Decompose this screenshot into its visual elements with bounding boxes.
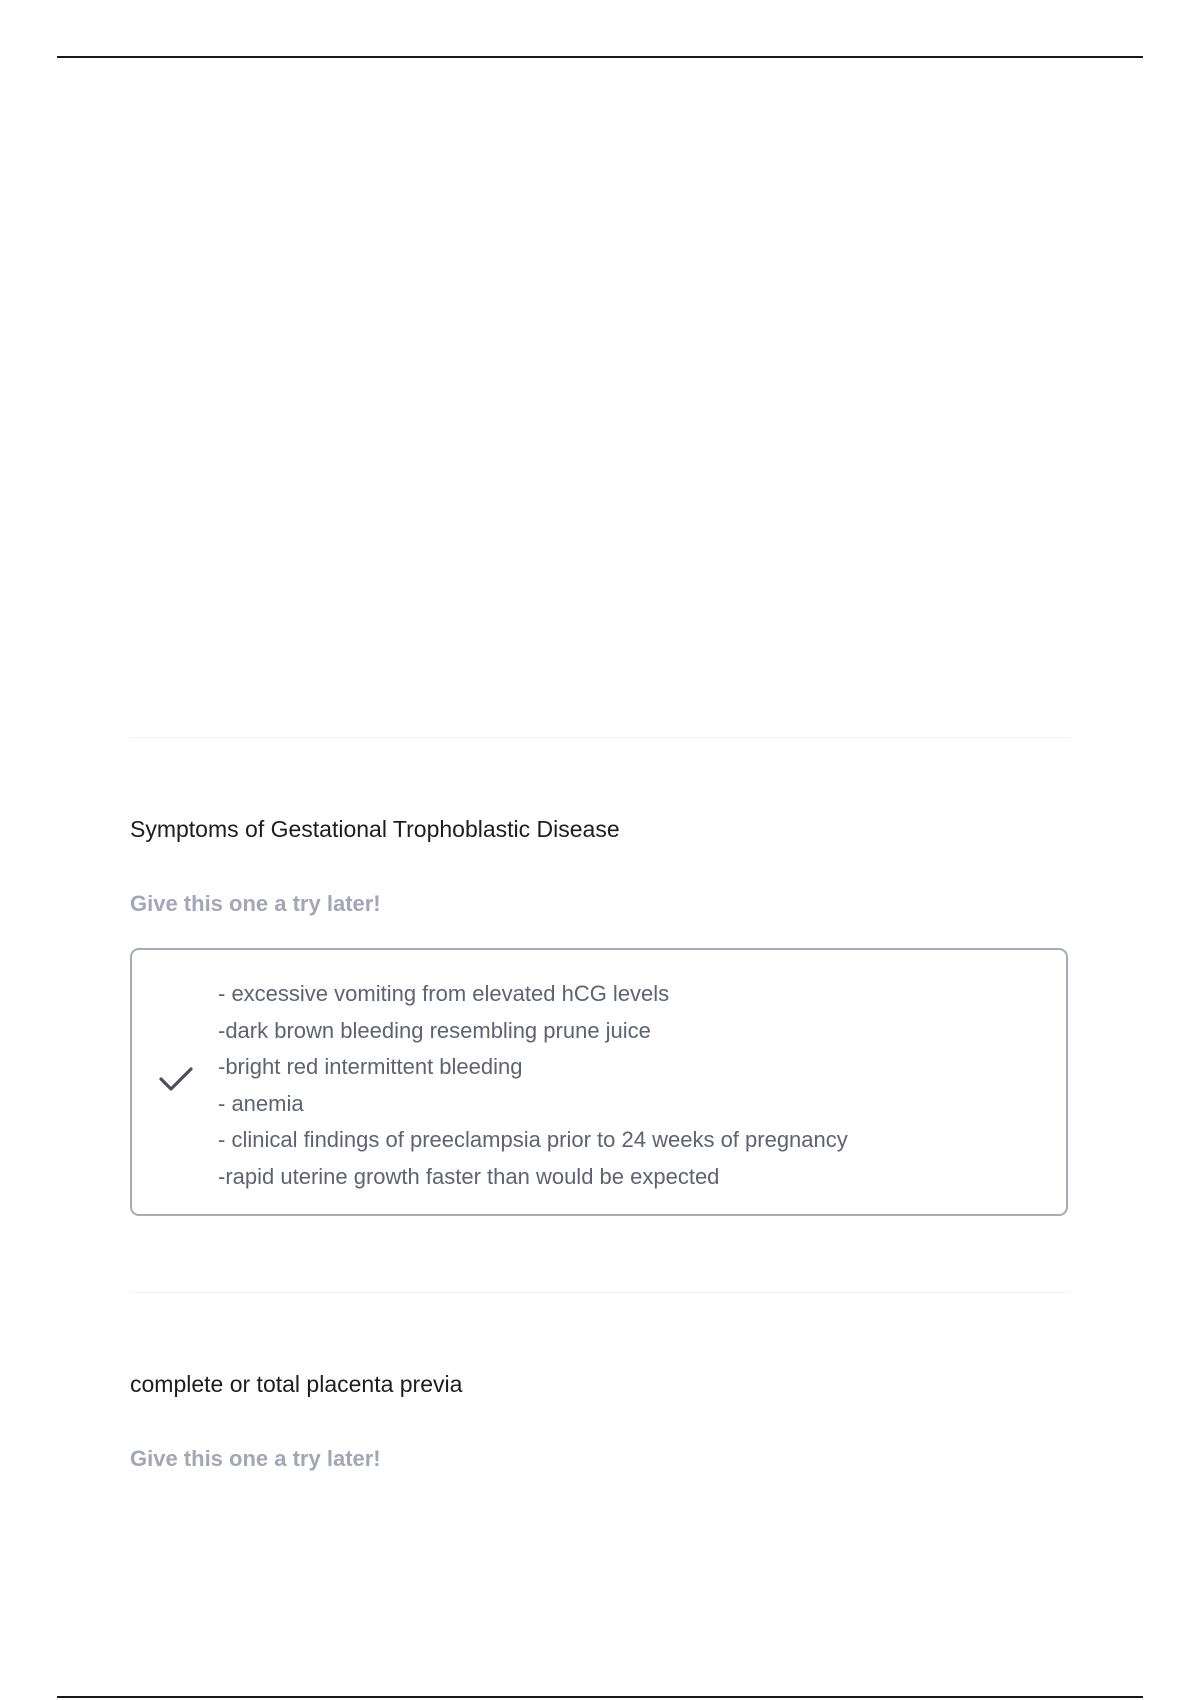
answer-line: - clinical findings of preeclampsia prior to 24 weeks of pregnancy [218,1127,848,1152]
answer-list [218,976,848,1195]
card-term: Symptoms of Gestational Trophoblastic Disease [130,816,620,842]
answer-box[interactable] [130,948,1068,1216]
check-icon [158,1064,194,1094]
answer-line: - anemia [218,1090,304,1116]
answer-line: - excessive vomiting from elevated hCG levels [218,981,670,1006]
card-status: Give this one a try later! [130,1446,381,1471]
answer-line: -rapid uterine growth faster than would be expected [218,1163,720,1189]
card-term: complete or total placenta previa [130,1371,463,1397]
card-separator [130,1292,1070,1293]
card-status: Give this one a try later! [130,891,381,916]
answer-line: -dark brown bleeding resembling prune juice [218,1017,651,1043]
page-bottom-rule [57,1696,1143,1698]
card-separator [130,737,1070,738]
page-top-rule [57,56,1143,58]
answer-line: -bright red intermittent bleeding [218,1054,523,1079]
